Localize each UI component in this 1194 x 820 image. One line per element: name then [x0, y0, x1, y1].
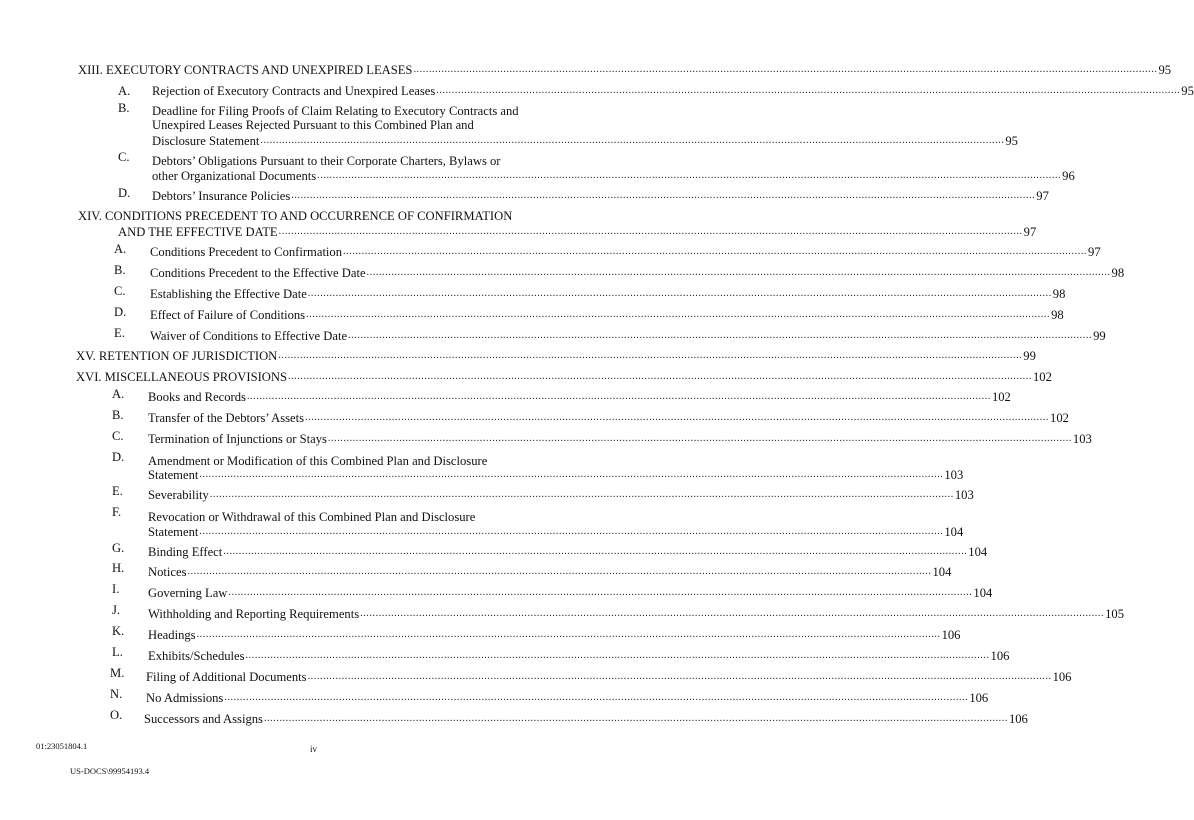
dot-leader: ................................................................................................................................................................................................................................................: [360, 608, 1105, 619]
docs-id: US-DOCS\99954193.4: [70, 766, 150, 776]
dot-leader: ................................................................................................................................................................................................................................................: [187, 566, 932, 577]
toc-letter: O.: [110, 708, 123, 722]
toc-page-number: 99: [1093, 329, 1106, 343]
toc-title: Successors and Assigns: [144, 712, 263, 726]
toc-letter: A.: [112, 387, 125, 401]
toc-title: Headings: [148, 628, 196, 642]
dot-leader: ................................................................................................................................................................................................................................................: [291, 190, 1036, 201]
toc-page-number: 104: [973, 586, 993, 600]
toc-title: Debtors’ Insurance Policies: [152, 189, 291, 203]
dot-leader: ................................................................................................................................................................................................................................................: [307, 288, 1052, 299]
toc-title: XV. RETENTION OF JURISDICTION: [76, 349, 278, 363]
toc-entry-16g[interactable]: [148, 545, 988, 559]
toc-entry-14a[interactable]: [150, 245, 1101, 259]
dot-leader: ................................................................................................................................................................................................................................................: [436, 85, 1181, 96]
toc-title: Waiver of Conditions to Effective Date: [150, 329, 348, 343]
toc-letter: C.: [114, 284, 126, 298]
toc-entry-16l[interactable]: [148, 649, 1010, 663]
toc-title: XVI. MISCELLANEOUS PROVISIONS: [76, 370, 287, 384]
dot-leader: ................................................................................................................................................................................................................................................: [199, 526, 944, 537]
page-number: iv: [310, 744, 318, 754]
toc-letter: I.: [112, 582, 120, 596]
toc-title: Filing of Additional Documents: [146, 670, 307, 684]
toc-page-number: 104: [944, 525, 964, 539]
toc-title: Notices: [148, 565, 187, 579]
toc-page-number: 97: [1036, 189, 1049, 203]
toc-entry-13b[interactable]: [152, 134, 1018, 148]
toc-page-number: 97: [1023, 225, 1037, 239]
toc-letter: A.: [118, 84, 131, 98]
dot-leader: ................................................................................................................................................................................................................................................: [413, 64, 1158, 75]
toc-entry-article-xv[interactable]: [76, 349, 1036, 363]
toc-title: Conditions Precedent to Confirmation: [150, 245, 343, 259]
toc-entry-16o[interactable]: [144, 712, 1028, 726]
toc-title: Rejection of Executory Contracts and Unexpired Leases: [152, 84, 436, 98]
toc-title: Exhibits/Schedules: [148, 649, 245, 663]
toc-page-number: 98: [1111, 266, 1125, 280]
toc-title: Statement: [148, 525, 199, 539]
toc-title: Transfer of the Debtors’ Assets: [148, 411, 305, 425]
toc-letter: B.: [112, 408, 124, 422]
toc-entry-article-xiii[interactable]: [78, 63, 1172, 77]
toc-entry-16b[interactable]: [148, 411, 1069, 425]
toc-entry-13a[interactable]: [152, 84, 1194, 98]
dot-leader: ................................................................................................................................................................................................................................................: [223, 546, 968, 557]
toc-entry-13c-text: Debtors’ Obligations Pursuant to their Corporate Charters, Bylaws or: [152, 154, 501, 168]
toc-entry-16j[interactable]: [148, 607, 1124, 621]
toc-page-number: 105: [1105, 607, 1124, 621]
toc-title: Effect of Failure of Conditions: [150, 308, 306, 322]
toc-letter: D.: [112, 450, 125, 464]
toc-entry-16m[interactable]: [146, 670, 1072, 684]
toc-letter: H.: [112, 561, 125, 575]
toc-page-number: 103: [954, 488, 974, 502]
toc-letter: D.: [114, 305, 127, 319]
toc-letter: N.: [110, 687, 123, 701]
toc-entry-16k[interactable]: [148, 628, 961, 642]
toc-letter: K.: [112, 624, 125, 638]
toc-page-number: 102: [1032, 370, 1052, 384]
toc-page-number: 106: [941, 628, 961, 642]
toc-letter: E.: [112, 484, 123, 498]
toc-entry-16f[interactable]: [148, 525, 964, 539]
toc-entry-16e[interactable]: [148, 488, 974, 502]
dot-leader: ................................................................................................................................................................................................................................................: [305, 412, 1050, 423]
toc-letter: J.: [112, 603, 121, 617]
toc-entry-16f-text: Revocation or Withdrawal of this Combined Plan and Disclosure: [148, 510, 476, 524]
dot-leader: ................................................................................................................................................................................................................................................: [199, 469, 944, 480]
toc-page-number: 106: [990, 649, 1010, 663]
toc-letter: F.: [112, 505, 122, 519]
dot-leader: ................................................................................................................................................................................................................................................: [307, 671, 1052, 682]
toc-page-number: 96: [1062, 169, 1075, 183]
dot-leader: ................................................................................................................................................................................................................................................: [209, 489, 954, 500]
toc-page-number: 95: [1005, 134, 1018, 148]
toc-letter: L.: [112, 645, 123, 659]
toc-letter: C.: [112, 429, 124, 443]
dot-leader: ................................................................................................................................................................................................................................................: [348, 330, 1093, 341]
toc-title: Books and Records: [148, 390, 246, 404]
toc-page-number: 102: [991, 390, 1011, 404]
dot-leader: ................................................................................................................................................................................................................................................: [228, 587, 973, 598]
toc-letter: E.: [114, 326, 125, 340]
toc-page-number: 103: [944, 468, 964, 482]
toc-page-number: 95: [1158, 63, 1172, 77]
dot-leader: ................................................................................................................................................................................................................................................: [278, 226, 1023, 237]
dot-leader: ................................................................................................................................................................................................................................................: [327, 433, 1072, 444]
toc-entry-16i[interactable]: [148, 586, 993, 600]
toc-letter: G.: [112, 541, 125, 555]
toc-page-number: 106: [1008, 712, 1028, 726]
toc-letter: D.: [118, 186, 131, 200]
toc-title: Termination of Injunctions or Stays: [148, 432, 327, 446]
toc-letter: B.: [114, 263, 126, 277]
dot-leader: ................................................................................................................................................................................................................................................: [246, 391, 991, 402]
toc-letter: C.: [118, 150, 130, 164]
toc-entry-16c[interactable]: [148, 432, 1092, 446]
toc-entry-16d-text: Amendment or Modification of this Combined Plan and Disclosure: [148, 454, 488, 468]
dot-leader: ................................................................................................................................................................................................................................................: [287, 371, 1032, 382]
toc-letter: B.: [118, 101, 130, 115]
dot-leader: ................................................................................................................................................................................................................................................: [224, 692, 969, 703]
dot-leader: ................................................................................................................................................................................................................................................: [196, 629, 941, 640]
toc-page-number: 95: [1181, 84, 1194, 98]
toc-text-line: Deadline for Filing Proofs of Claim Relating to Executory Contracts and: [152, 104, 519, 118]
toc-letter: M.: [110, 666, 125, 680]
toc-entry-article-xvi[interactable]: [76, 370, 1052, 384]
dot-leader: ................................................................................................................................................................................................................................................: [263, 713, 1008, 724]
dot-leader: ................................................................................................................................................................................................................................................: [278, 350, 1023, 361]
toc-entry-13b-text: [152, 104, 528, 132]
toc-entry-article-xiv[interactable]: [118, 225, 1037, 239]
toc-page-number: 97: [1088, 245, 1101, 259]
toc-entry-13d[interactable]: [152, 189, 1049, 203]
toc-page-number: 98: [1052, 287, 1066, 301]
toc-page-number: 98: [1051, 308, 1064, 322]
toc-letter: A.: [114, 242, 127, 256]
dot-leader: ................................................................................................................................................................................................................................................: [306, 309, 1051, 320]
dot-leader: ................................................................................................................................................................................................................................................: [343, 246, 1088, 257]
toc-page-number: 104: [968, 545, 988, 559]
toc-article-xiv-text: XIV. CONDITIONS PRECEDENT TO AND OCCURRENCE OF CONFIRMATION: [78, 209, 513, 223]
toc-entry-14c[interactable]: [150, 287, 1066, 301]
toc-title: Governing Law: [148, 586, 228, 600]
toc-title: XIII. EXECUTORY CONTRACTS AND UNEXPIRED LEASES: [78, 63, 413, 77]
toc-entry-16h[interactable]: [148, 565, 952, 579]
toc-title: Withholding and Reporting Requirements: [148, 607, 360, 621]
toc-title: Conditions Precedent to the Effective Date: [150, 266, 366, 280]
toc-page-number: 104: [932, 565, 952, 579]
toc-title: Binding Effect: [148, 545, 223, 559]
toc-title: Statement: [148, 468, 199, 482]
toc-entry-16d[interactable]: [148, 468, 964, 482]
toc-entry-13c[interactable]: [152, 169, 1075, 183]
document-id: 01:23051804.1: [36, 741, 88, 751]
toc-page-number: 106: [969, 691, 989, 705]
toc-title: AND THE EFFECTIVE DATE: [118, 225, 278, 239]
toc-title: Disclosure Statement: [152, 134, 260, 148]
toc-entry-16a[interactable]: [148, 390, 1011, 404]
toc-title: Establishing the Effective Date: [150, 287, 307, 301]
toc-entry-16n[interactable]: [146, 691, 989, 705]
dot-leader: ................................................................................................................................................................................................................................................: [366, 267, 1111, 278]
toc-title: No Admissions: [146, 691, 224, 705]
toc-page-number: 103: [1072, 432, 1092, 446]
toc-text-line: Unexpired Leases Rejected Pursuant to this Combined Plan and: [152, 118, 474, 132]
toc-page-number: 102: [1050, 411, 1069, 425]
toc-title: Severability: [148, 488, 209, 502]
toc-entry-14e[interactable]: [150, 329, 1106, 343]
toc-entry-14d[interactable]: [150, 308, 1064, 322]
dot-leader: ................................................................................................................................................................................................................................................: [245, 650, 990, 661]
toc-entry-14b[interactable]: [150, 266, 1125, 280]
toc-title: other Organizational Documents: [152, 169, 317, 183]
toc-page-number: 106: [1052, 670, 1072, 684]
dot-leader: ................................................................................................................................................................................................................................................: [260, 135, 1005, 146]
dot-leader: ................................................................................................................................................................................................................................................: [317, 170, 1062, 181]
toc-page-number: 99: [1023, 349, 1036, 363]
